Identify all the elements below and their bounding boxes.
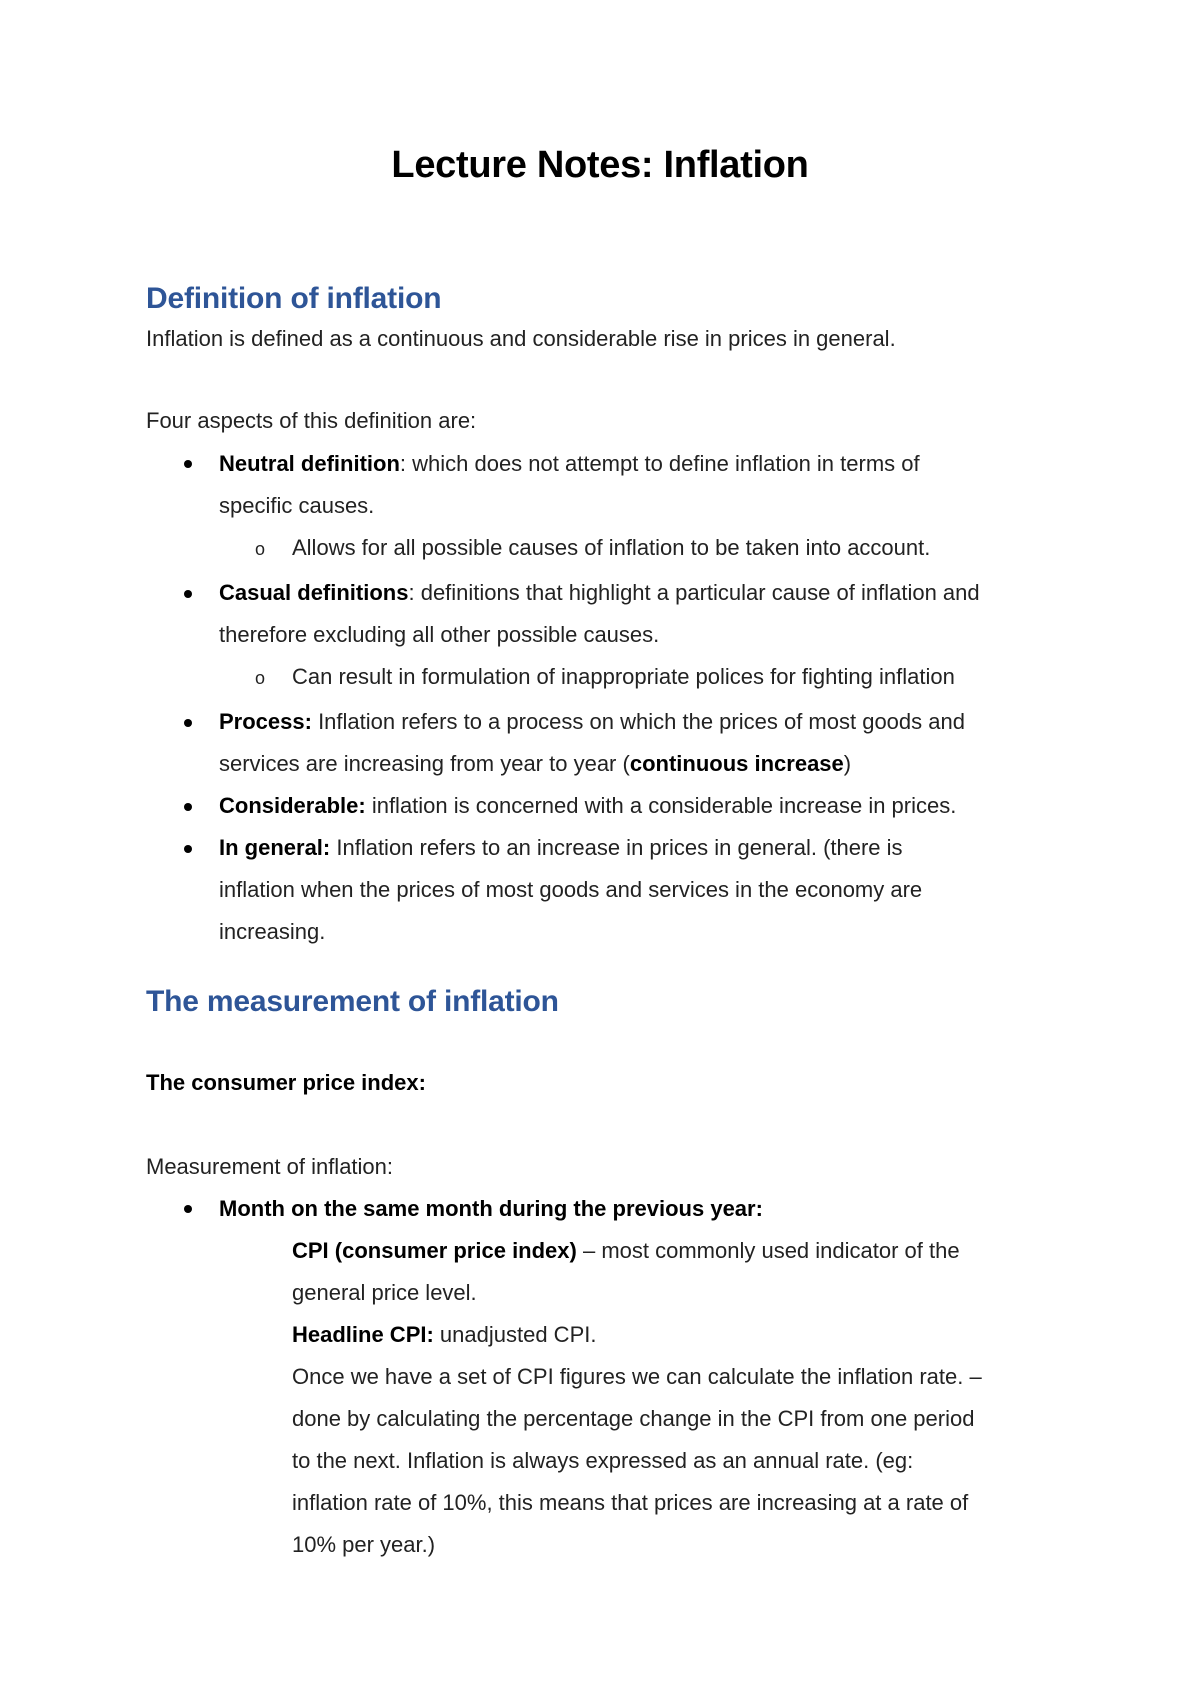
page-title: Lecture Notes: Inflation <box>391 144 809 186</box>
bullet-dot <box>184 845 192 853</box>
paragraph-line: 10% per year.) <box>292 1532 436 1557</box>
measurement-intro: Measurement of inflation: <box>146 1154 394 1179</box>
item-text: Inflation refers to an increase in prices in general. (there is <box>330 835 903 860</box>
item-text: Inflation refers to a process on which the prices of most goods and <box>311 709 965 734</box>
term-label: In general: <box>219 835 331 860</box>
sub-item-text: Allows for all possible causes of inflation to be taken into account. <box>292 535 931 560</box>
definition-text: Inflation is defined as a continuous and considerable rise in prices in general. <box>146 326 896 351</box>
section-heading-measurement: The measurement of inflation <box>146 985 559 1018</box>
subheading-cpi: The consumer price index: <box>146 1070 426 1095</box>
list-item-process <box>219 701 965 743</box>
aspects-intro: Four aspects of this definition are: <box>146 408 477 433</box>
cpi-definition: CPI (consumer price index) – most commonly used indicator of the <box>292 1238 960 1263</box>
item-text: inflation is concerned with a considerable increase in prices. <box>365 793 957 818</box>
term-label: Headline CPI: <box>292 1322 434 1347</box>
paragraph-line: to the next. Inflation is always expressed as an annual rate. (eg: <box>292 1448 914 1473</box>
bullet-dot <box>184 803 192 811</box>
sub-bullet-marker: o <box>255 539 266 559</box>
term-label: CPI (consumer price index) <box>292 1238 577 1263</box>
list-item-in-general <box>219 827 903 869</box>
item-text-continued: inflation when the prices of most goods and services in the economy are <box>219 877 923 902</box>
list-item-neutral <box>219 443 920 485</box>
item-text: : definitions that highlight a particular cause of inflation and <box>408 580 980 605</box>
item-text-continued: services are increasing from year to year (continuous increase) <box>219 751 852 776</box>
term-label: Neutral definition <box>219 451 400 476</box>
cpi-definition-continued: general price level. <box>292 1280 477 1305</box>
sub-item-text: Can result in formulation of inappropriate polices for fighting inflation <box>292 664 955 689</box>
term-label: Considerable: <box>219 793 366 818</box>
term-label: Process: <box>219 709 312 734</box>
item-text-continued: specific causes. <box>219 493 375 518</box>
item-text-continued: therefore excluding all other possible causes. <box>219 622 660 647</box>
list-item-casual <box>219 572 980 614</box>
paragraph-line: inflation rate of 10%, this means that prices are increasing at a rate of <box>292 1490 969 1515</box>
section-heading-definition: Definition of inflation <box>146 282 442 315</box>
item-text: : which does not attempt to define inflation in terms of <box>399 451 920 476</box>
headline-cpi: Headline CPI: unadjusted CPI. <box>292 1322 597 1347</box>
emphasis-text: continuous increase <box>629 751 844 776</box>
sub-bullet-marker: o <box>255 668 266 688</box>
list-item-considerable <box>219 785 956 827</box>
bullet-dot <box>184 590 192 598</box>
bullet-dot <box>184 460 192 468</box>
paragraph-line: Once we have a set of CPI figures we can calculate the inflation rate. – <box>292 1364 982 1389</box>
paragraph-line: done by calculating the percentage change in the CPI from one period <box>292 1406 975 1431</box>
term-label: Casual definitions <box>219 580 409 605</box>
list-item-month: Month on the same month during the previous year: <box>219 1196 763 1221</box>
bullet-dot <box>184 1205 192 1213</box>
bullet-dot <box>184 719 192 727</box>
item-text-continued: increasing. <box>219 919 326 944</box>
